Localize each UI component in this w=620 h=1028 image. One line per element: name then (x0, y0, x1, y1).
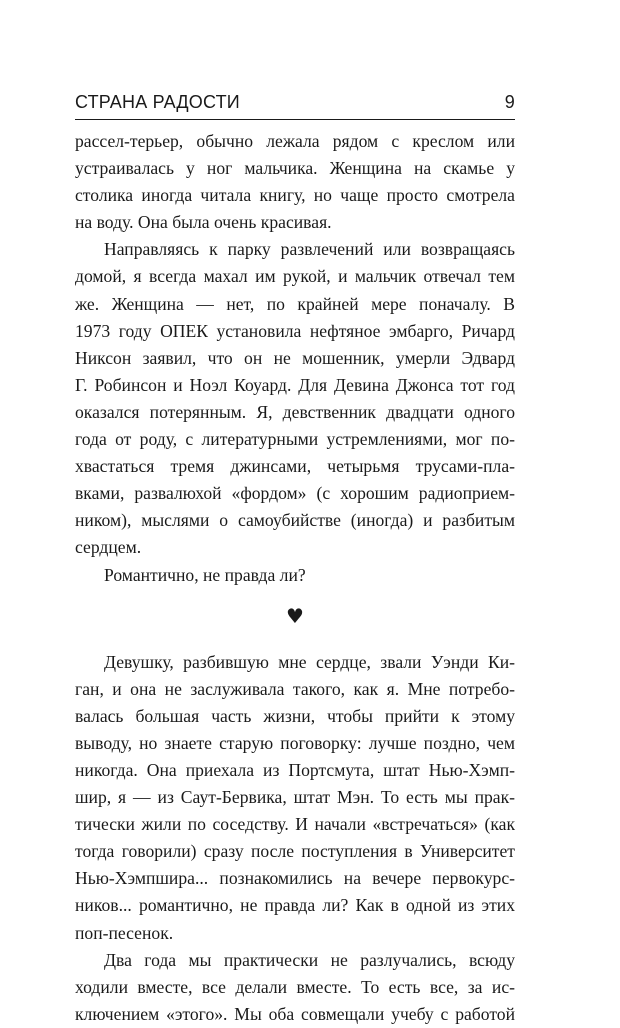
text-line: шир, я — из Саут-Бервика, штат Мэн. То есть мы прак- (75, 787, 515, 808)
text-line: же. Женщина — нет, по крайней мере поначалу. В (75, 293, 515, 314)
paragraph-5 (75, 947, 515, 1028)
text-line: года от роду, с литературными устремлениями, мог по- (75, 429, 515, 450)
body-text (75, 128, 515, 1028)
text-line: ган, и она не заслуживала такого, как я. Мне потребо- (75, 678, 515, 699)
text-line: тогда говорили) сразу после поступления в Университет (75, 841, 515, 862)
text-line: ников... романтично, не правда ли? Как в одной из этих (75, 895, 515, 916)
heart-icon: ♥ (286, 603, 304, 628)
text-line: ником), мыслями о самоубийстве (иногда) и разбитым (75, 510, 515, 531)
text-line: ходили вместе, все делали вместе. То есть все, за ис- (75, 976, 515, 997)
text-line: Девушку, разбившую мне сердце, звали Уэнди Ки- (104, 651, 515, 672)
text-line: никогда. Она приехала из Портсмута, штат Нью-Хэмп- (75, 759, 515, 780)
paragraph-2 (75, 236, 515, 561)
text-line: оказался потерянным. Я, девственник двадцати одного (75, 401, 515, 422)
text-line: Никсон заявил, что он не мошенник, умерли Эдвард (75, 347, 515, 368)
text-line: 1973 году ОПЕК установила нефтяное эмбарго, Ричард (75, 320, 515, 341)
text-line: Романтично, не правда ли? (104, 564, 306, 585)
text-line: столика иногда читала книгу, но чаще просто смотрела (75, 185, 515, 206)
text-line: Нью-Хэмпшира... познакомились на вечере первокурс- (75, 868, 515, 889)
text-line: Два года мы практически не разлучались, всюду (104, 949, 515, 970)
running-head (75, 88, 515, 118)
text-line: устраивалась у ног мальчика. Женщина на скамье у (75, 158, 515, 179)
text-line: рассел-терьер, обычно лежала рядом с креслом или (75, 131, 515, 151)
paragraph-4 (75, 649, 515, 947)
text-line: хвастаться тремя джинсами, четырьмя трусами-пла- (75, 456, 515, 477)
text-line: на воду. Она была очень красивая. (75, 212, 332, 233)
text-line: вками, развалюхой «фордом» (с хорошим радиоприем- (75, 483, 515, 504)
text-line: тически жили по соседству. И начали «встречаться» (как (75, 814, 515, 835)
section-separator (75, 589, 515, 649)
text-line: ключением «этого». Мы оба совмещали учебу с работой (75, 1003, 515, 1024)
text-line: сердцем. (75, 537, 142, 558)
text-line: Направляясь к парку развлечений или возвращаясь (104, 239, 515, 260)
running-title: СТРАНА РАДОСТИ (75, 92, 240, 112)
text-line: валась большая часть жизни, чтобы прийти к этому (75, 705, 515, 726)
text-line: поп-песенок. (75, 922, 174, 943)
text-line: домой, я всегда махал им рукой, и мальчик отвечал тем (75, 266, 515, 287)
paragraph-1 (75, 128, 515, 236)
paragraph-3 (75, 562, 515, 589)
header-rule (75, 119, 515, 120)
text-line: Г. Робинсон и Ноэл Коуард. Для Девина Джонса тот год (75, 374, 515, 395)
page-number: 9 (504, 92, 515, 112)
text-line: выводу, но знаете старую поговорку: лучше поздно, чем (75, 732, 515, 753)
